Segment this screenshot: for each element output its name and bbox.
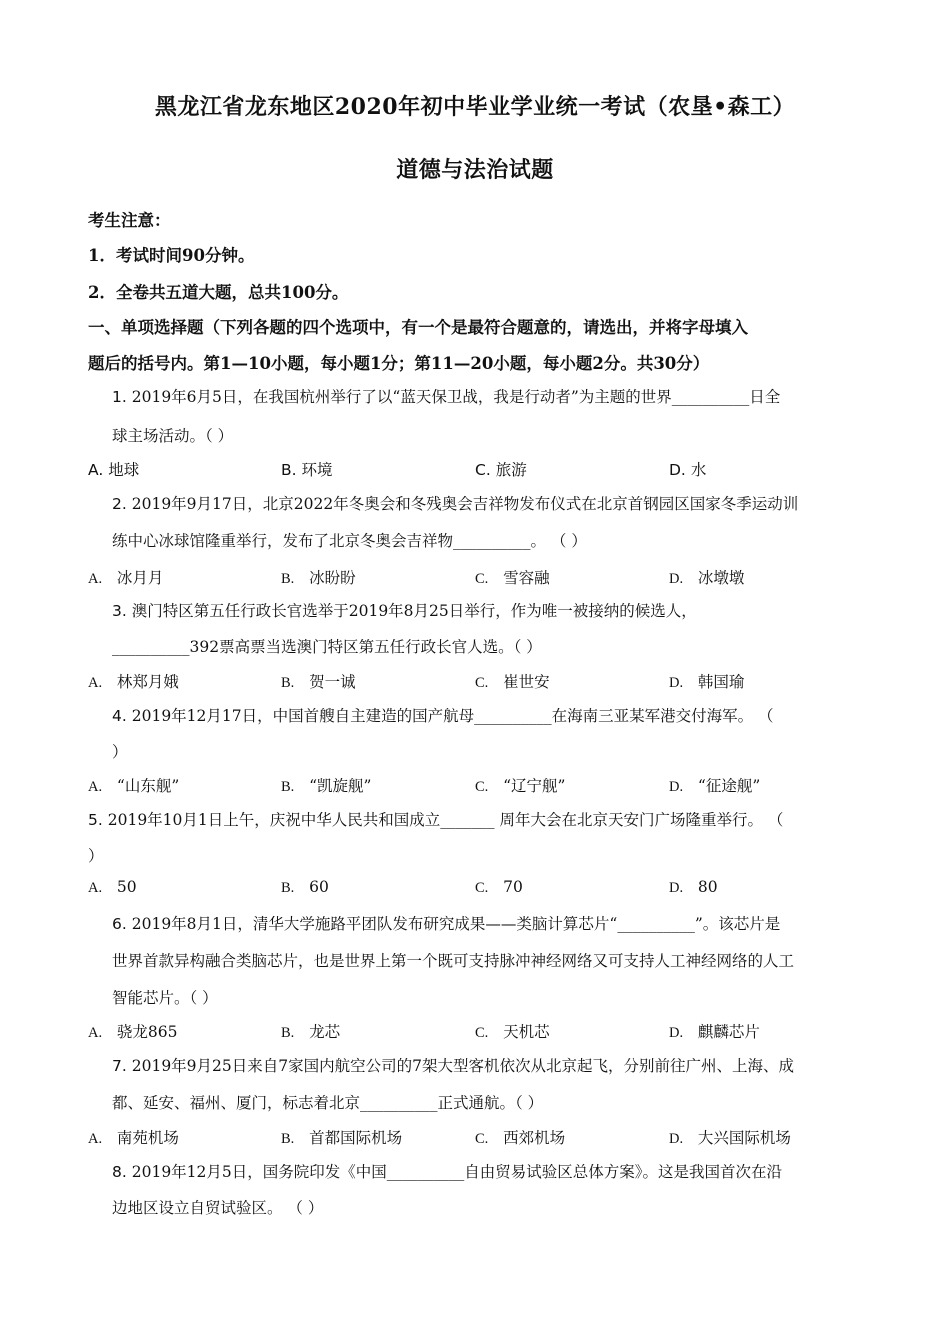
option-d: D. 韩国瑜: [669, 673, 745, 691]
question-7-line-2: 都、延安、福州、厦门，标志着北京__________正式通航。（ ）: [112, 1094, 544, 1112]
question-3-line-2: __________392票高票当选澳门特区第五任行政长官人选。（ ）: [112, 638, 542, 656]
question-6-line-3: 智能芯片。（ ）: [112, 989, 218, 1007]
question-1-line-2: 球主场活动。（ ）: [112, 427, 234, 445]
question-text: 澳门特区第五任行政长官选举于2019年8月25日举行，作为唯一被接纳的候选人，: [131, 602, 697, 620]
option-b: B. 环境: [281, 461, 333, 479]
question-number: 7.: [112, 1057, 127, 1075]
question-6-line-2: 世界首款异构融合类脑芯片，也是世界上第一个既可支持脉冲神经网络又可支持人工神经网络的人工: [112, 952, 795, 970]
option-a: A. 冰月月: [88, 569, 164, 587]
option-b: B. 首都国际机场: [281, 1129, 403, 1147]
option-a: A. 南苑机场: [88, 1129, 179, 1147]
question-text: 2019年12月17日，中国首艘自主建造的国产航母__________在海南三亚某军港交付海军。 （: [131, 707, 774, 725]
option-b: B. 60: [281, 878, 329, 896]
option-c: C. 崔世安: [475, 673, 550, 691]
question-8-line-2: 边地区设立自贸试验区。 （ ）: [112, 1199, 324, 1217]
question-2-options: [88, 566, 888, 588]
question-text: 2019年8月1日，清华大学施路平团队发布研究成果——类脑计算芯片“__________”。该芯片是: [131, 915, 781, 933]
option-a: A. 林郑月娥: [88, 673, 179, 691]
question-number: 2.: [112, 495, 127, 513]
question-number: 4.: [112, 707, 127, 725]
question-4-options: [88, 774, 888, 796]
option-a: A. “山东舰”: [88, 777, 180, 795]
option-d: D. 水: [669, 461, 707, 479]
question-5-line-1: [88, 808, 783, 830]
option-d: D. “征途舰”: [669, 777, 761, 795]
option-c: C. “辽宁舰”: [475, 777, 566, 795]
option-d: D. 80: [669, 878, 718, 896]
question-7-line-1: [112, 1054, 794, 1076]
question-number: 1.: [112, 388, 127, 406]
option-d: D. 冰墩墩: [669, 569, 745, 587]
question-1-line-1: [112, 385, 780, 407]
option-c: C. 旅游: [475, 461, 527, 479]
question-7-options: [88, 1126, 888, 1148]
question-text: 2019年9月25日来自7家国内航空公司的7架大型客机依次从北京起飞，分别前往广州、上海、成: [131, 1057, 794, 1075]
option-b: B. 贺一诚: [281, 673, 356, 691]
question-text: 2019年12月5日，国务院印发《中国__________自由贸易试验区总体方案》。这是我国首次在沿: [131, 1163, 783, 1181]
exam-title: 黑龙江省龙东地区2020年初中毕业学业统一考试（农垦•森工）: [154, 94, 796, 120]
question-3-line-1: [112, 599, 697, 621]
notice-item-1: 1．考试时间90分钟。: [88, 246, 255, 265]
question-2-line-2: 练中心冰球馆隆重举行，发布了北京冬奥会吉祥物__________。 （ ）: [112, 532, 587, 550]
section-instruction-line-1: 一、单项选择题（下列各题的四个选项中，有一个是最符合题意的，请选出，并将字母填入: [88, 318, 748, 337]
notice-item-2: 2．全卷共五道大题，总共100分。: [88, 283, 349, 302]
question-text: 2019年10月1日上午，庆祝中华人民共和国成立_______ 周年大会在北京天安门广场隆重举行。 （: [107, 811, 784, 829]
option-b: B. 龙芯: [281, 1023, 341, 1041]
question-6-line-1: [112, 912, 780, 934]
option-c: C. 70: [475, 878, 523, 896]
option-a: A. 骁龙865: [88, 1023, 178, 1041]
question-text: 2019年6月5日，在我国杭州举行了以“蓝天保卫战，我是行动者”为主题的世界__________日全: [131, 388, 781, 406]
option-b: B. “凯旋舰”: [281, 777, 372, 795]
question-number: 8.: [112, 1163, 127, 1181]
option-c: C. 西郊机场: [475, 1129, 566, 1147]
question-number: 5.: [88, 811, 103, 829]
question-4-line-1: [112, 704, 774, 726]
option-c: C. 天机芯: [475, 1023, 550, 1041]
option-c: C. 雪容融: [475, 569, 550, 587]
notice-heading: 考生注意：: [88, 211, 171, 230]
question-number: 6.: [112, 915, 127, 933]
question-2-line-1: [112, 492, 798, 514]
question-1-options: [88, 458, 888, 480]
question-4-line-2: ）: [112, 743, 128, 761]
question-5-line-2: ）: [88, 847, 104, 865]
question-text: 2019年9月17日，北京2022年冬奥会和冬残奥会吉祥物发布仪式在北京首钢园区国家冬季运动训: [131, 495, 799, 513]
question-8-line-1: [112, 1160, 782, 1182]
question-5-options: [88, 878, 888, 900]
option-b: B. 冰盼盼: [281, 569, 356, 587]
exam-subtitle: 道德与法治试题: [396, 157, 554, 183]
question-6-options: [88, 1020, 888, 1042]
question-3-options: [88, 670, 888, 692]
section-instruction-line-2: 题后的括号内。第1—10小题，每小题1分；第11—20小题，每小题2分。共30分）: [88, 354, 710, 373]
question-number: 3.: [112, 602, 127, 620]
option-a: A. 地球: [88, 461, 140, 479]
option-d: D. 麒麟芯片: [669, 1023, 760, 1041]
option-a: A. 50: [88, 878, 137, 896]
option-d: D. 大兴国际机场: [669, 1129, 791, 1147]
